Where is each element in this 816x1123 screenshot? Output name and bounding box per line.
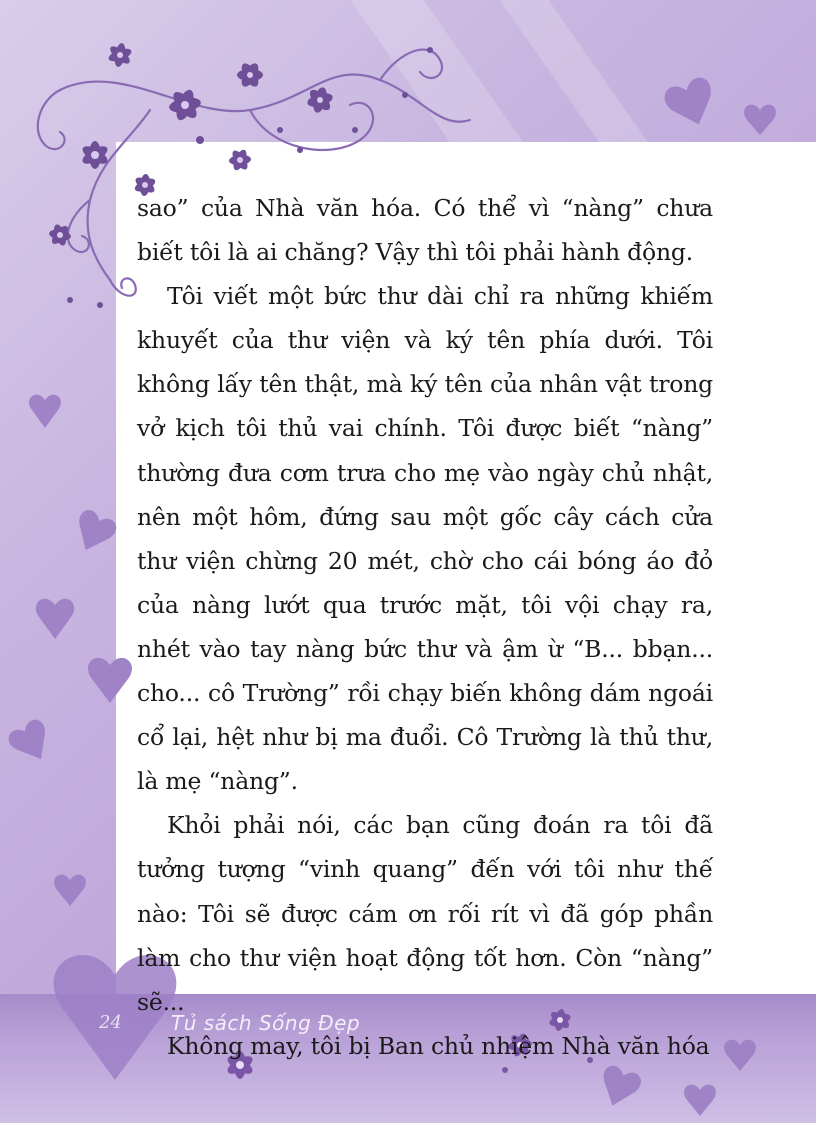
paragraph: sao” của Nhà văn hóa. Có thể vì “nàng” chưa biết tôi là ai chăng? Vậy thì tôi phải hành động. <box>137 194 713 267</box>
heart-icon <box>68 507 119 558</box>
heart-icon <box>88 658 132 703</box>
heart-icon <box>36 599 74 639</box>
heart-icon <box>744 105 776 135</box>
heart-icon <box>54 875 86 906</box>
heart-icon <box>29 395 61 428</box>
heart-icon <box>661 75 721 133</box>
body-text <box>137 186 713 1068</box>
paragraph: Tôi viết một bức thư dài chỉ ra những khiếm khuyết của thư viện và ký tên phía dưới. Tôi không lấy tên thật, mà ký tên của nhân vật trong vở kịch tôi thủ vai chính. Tôi được biết “nàng” thường đưa cơm trưa cho mẹ vào ngày chủ nhật, nên một hôm, đứng sau một gốc cây cách cửa thư viện chừng 20 mét, chờ cho cái bóng áo đỏ của nàng lướt qua trước mặt, tôi vội chạy ra, nhét vào tay nàng bức thư và ậm ừ “B... bbạn... cho... cô Trường” rồi chạy biến không dám ngoái cổ lại, hệt như bị ma đuổi. Cô Trường là thủ thư, là mẹ “nàng”. <box>137 282 713 796</box>
series-title: Tủ sách Sống Đẹp <box>171 1011 361 1035</box>
paragraph: Khỏi phải nói, các bạn cũng đoán ra tôi đã tưởng tượng “vinh quang” đến với tôi như thế nào: Tôi sẽ được cám ơn rối rít vì đã góp phần làm cho thư viện hoạt động tốt hơn. Còn “nàng” sẽ... <box>137 811 713 1016</box>
heart-icon <box>5 716 57 768</box>
paragraph: Không may, tôi bị Ban chủ nhiệm Nhà văn hóa <box>167 1031 710 1060</box>
heart-icon <box>684 1085 716 1116</box>
heart-icon <box>594 1063 643 1112</box>
page-number: 24 <box>99 1012 122 1033</box>
heart-icon <box>724 1040 756 1071</box>
